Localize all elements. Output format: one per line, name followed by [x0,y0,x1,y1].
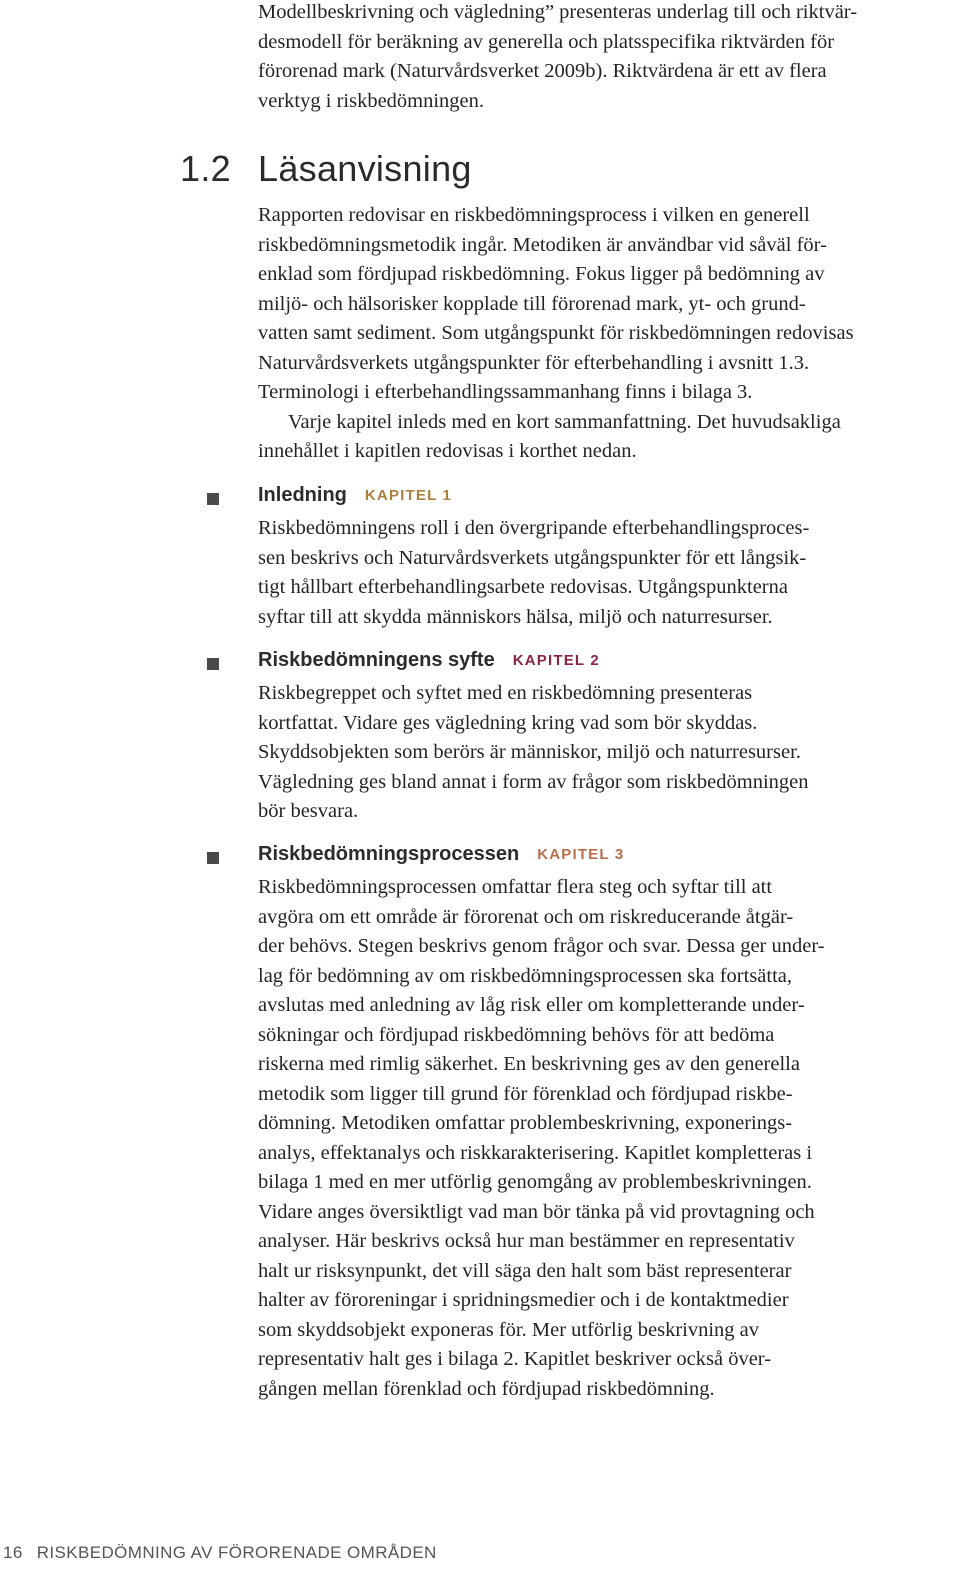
text-line: enklad som fördjupad riskbedömning. Fokus ligger på bedömning av [258,263,825,285]
chapter-text [258,873,918,1404]
bullet-square-icon [207,658,219,670]
chapter-text [258,514,918,632]
section-body [258,201,918,467]
section-number: 1.2 [180,148,231,189]
text-line: innehållet i kapitlen redovisas i korthet nedan. [258,440,637,462]
bullet-square-icon [207,493,219,505]
text-line: kortfattat. Vidare ges vägledning kring vad som bör skyddas. [258,711,758,734]
text-line: representativ halt ges i bilaga 2. Kapitlet beskriver också över- [258,1348,772,1370]
chapter-heading [258,843,918,873]
text-line: Riskbegreppet och syftet med en riskbedömning presenteras [258,682,753,704]
chapter-label: KAPITEL 1 [364,487,453,504]
chapter-text [258,679,918,827]
text-line: förorenad mark (Naturvårdsverket 2009b). Riktvärdena är ett av flera [258,60,827,82]
text-line: halter av föroreningar i spridningsmedier och i de kontaktmedier [258,1289,789,1311]
chapter-title: Inledning [258,484,347,506]
text-line: lag för bedömning av om riskbedömningsprocessen ska fortsätta, [258,964,793,987]
text-line: riskerna med rimlig säkerhet. En beskrivning ges av den generella [258,1053,800,1075]
text-line: Modellbeskrivning och vägledning” presenteras underlag till och riktvär- [258,1,858,23]
text-line: Naturvårdsverkets utgångspunkter för efterbehandling i avsnitt 1.3. [258,351,810,374]
page-footer [3,1543,437,1563]
text-line: Vidare anges översiktligt vad man bör tänka på vid provtagning och [258,1200,815,1223]
text-line: desmodell för beräkning av generella och platsspecifika riktvärden för [258,30,835,53]
page-number: 16 [3,1543,23,1562]
chapter-heading [258,649,918,679]
text-line: gången mellan förenklad och fördjupad riskbedömning. [258,1377,715,1400]
chapter-label: KAPITEL 2 [512,652,600,669]
text-line: miljö- och hälsorisker kopplade till förorenad mark, yt- och grund- [258,292,806,315]
text-line: Skyddsobjekten som berörs är människor, miljö och naturresurser. [258,741,801,763]
bullet-square-icon [207,852,219,864]
chapter-title: Riskbedömningens syfte [258,649,495,671]
text-line: bör besvara. [258,800,359,822]
text-line: vatten samt sediment. Som utgångspunkt för riskbedömningen redovisas [258,322,854,344]
text-line: analyser. Här beskrivs också hur man bestämmer en representativ [258,1230,795,1252]
text-line: analys, effektanalys och riskkarakterisering. Kapitlet kompletteras i [258,1141,813,1164]
text-line: dömning. Metodiken omfattar problembeskrivning, exponerings- [258,1112,793,1134]
section-paragraph-1 [258,201,918,408]
text-line: Vägledning ges bland annat i form av frågor som riskbedömningen [258,770,809,793]
chapter-summary-1 [258,484,918,632]
text-line: Rapporten redovisar en riskbedömningsprocess i vilken en generell [258,204,810,226]
section-title: Läsanvisning [258,148,472,189]
text-line: Riskbedömningens roll i den övergripande efterbehandlingsproces- [258,517,810,539]
text-line: Terminologi i efterbehandlingssammanhang finns i bilaga 3. [258,381,753,403]
text-line: Varje kapitel inleds med en kort sammanfattning. Det huvudsakliga [288,410,841,433]
section-heading [180,148,472,190]
chapter-heading [258,484,918,514]
chapter-title: Riskbedömningsprocessen [258,843,520,865]
chapter-label: KAPITEL 3 [537,846,625,863]
text-line: halt ur risksynpunkt, det vill säga den halt som bäst representerar [258,1259,792,1282]
text-line: avslutas med anledning av låg risk eller om kompletterande under- [258,994,805,1016]
text-line: avgöra om ett område är förorenat och om riskreducerande åtgär- [258,905,794,928]
intro-paragraph [258,0,918,116]
text-line: der behövs. Stegen beskrivs genom frågor och svar. Dessa ger under- [258,935,825,957]
running-title: RISKBEDÖMNING AV FÖRORENADE OMRÅDEN [36,1543,437,1562]
text-line: riskbedömningsmetodik ingår. Metodiken är användbar vid såväl för- [258,233,827,256]
text-line: som skyddsobjekt exponeras för. Mer utförlig beskrivning av [258,1318,760,1341]
text-line: Riskbedömningsprocessen omfattar flera steg och syftar till att [258,876,773,898]
text-line: sen beskrivs och Naturvårdsverkets utgångspunkter för ett långsik- [258,546,807,569]
text-line: metodik som ligger till grund för förenklad och fördjupad riskbe- [258,1082,793,1105]
intro-text [258,0,918,116]
text-line: syftar till att skydda människors hälsa, miljö och naturresurser. [258,605,773,628]
chapter-summary-2 [258,649,918,827]
text-line: bilaga 1 med en mer utförlig genomgång av problembeskrivningen. [258,1171,812,1193]
section-paragraph-2 [258,408,918,467]
text-line: verktyg i riskbedömningen. [258,89,485,112]
text-line: sökningar och fördjupad riskbedömning behövs för att bedöma [258,1023,775,1046]
text-line: tigt hållbart efterbehandlingsarbete redovisas. Utgångspunkterna [258,576,788,598]
chapter-summary-3 [258,843,918,1404]
